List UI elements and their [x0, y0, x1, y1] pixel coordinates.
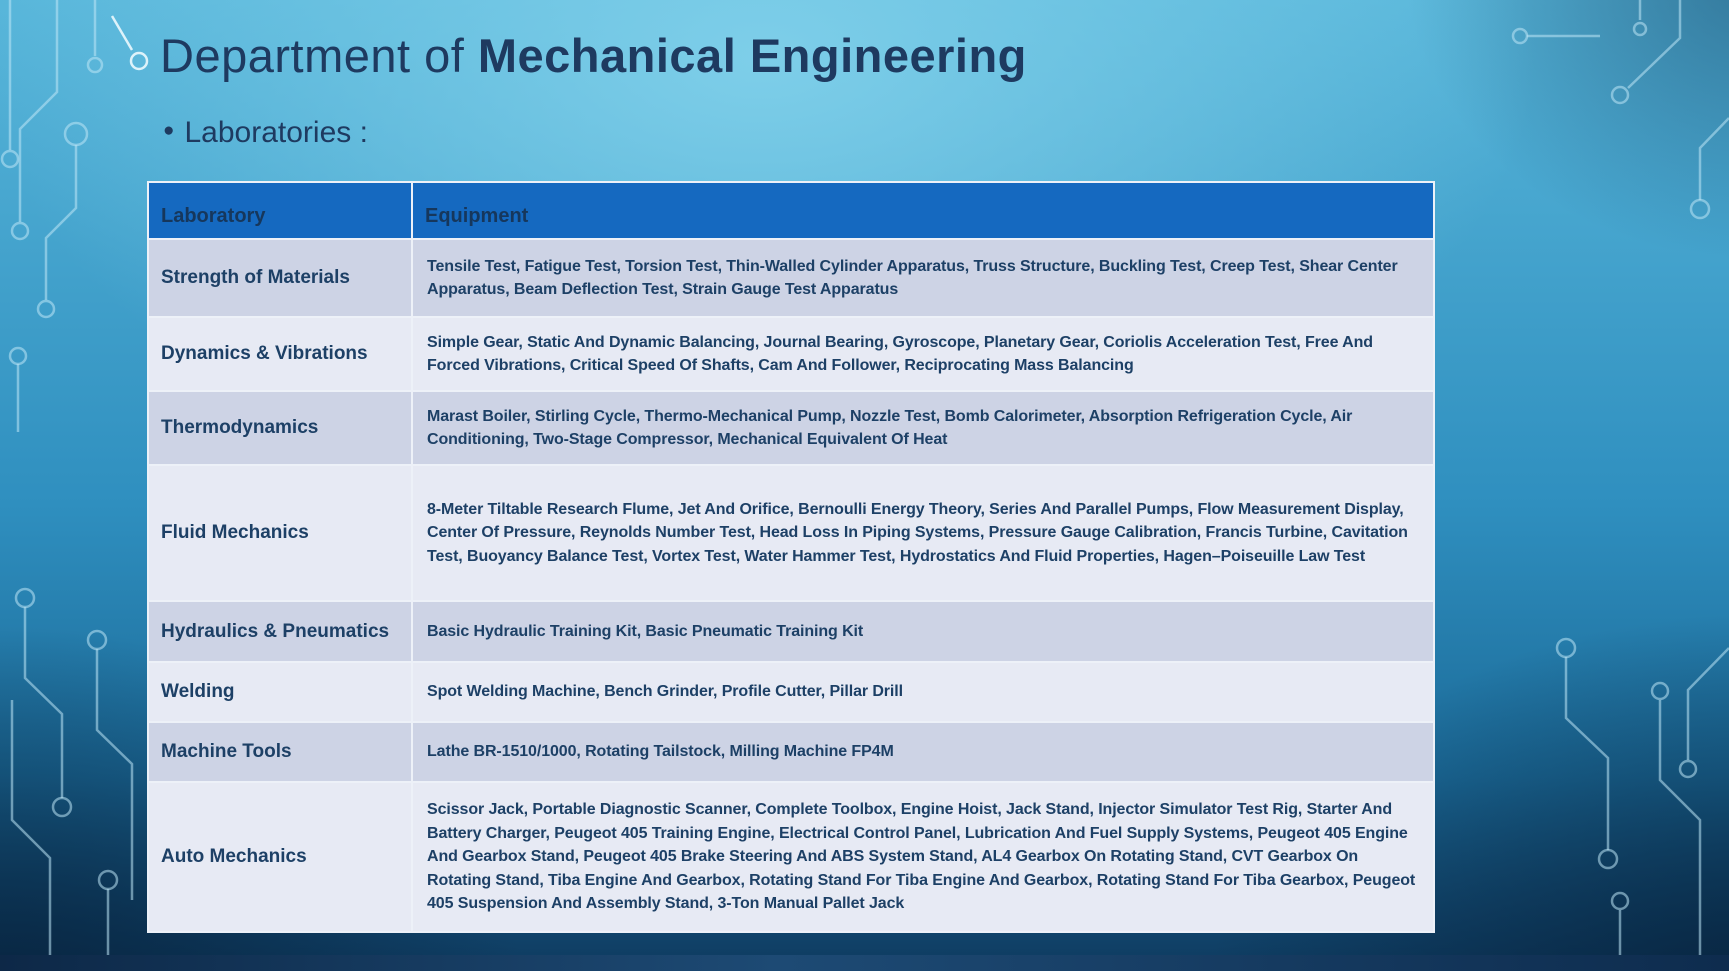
table-header-row: [148, 182, 1434, 239]
table-row: [148, 317, 1434, 391]
laboratories-table: [147, 181, 1435, 933]
laboratories-label: Laboratories :: [184, 116, 368, 149]
equipment-list-cell: Tensile Test, Fatigue Test, Torsion Test, Thin-Walled Cylinder Apparatus, Truss Structure, Buckling Test, Creep Test, Shear Center Apparatus, Beam Deflection Test, Strain Gauge Test Apparatus: [412, 239, 1434, 317]
title-regular-part: Department of: [160, 29, 478, 82]
laboratories-heading: [163, 116, 368, 150]
table-row: [148, 662, 1434, 722]
table-row: [148, 601, 1434, 662]
column-header-equipment: Equipment: [412, 182, 1434, 239]
title-bold-part: Mechanical Engineering: [477, 29, 1027, 82]
laboratory-name-cell: Dynamics & Vibrations: [148, 317, 412, 391]
page-title: [160, 28, 1027, 83]
table-row: [148, 782, 1434, 932]
laboratory-name-cell: Hydraulics & Pneumatics: [148, 601, 412, 662]
table-row: [148, 465, 1434, 601]
equipment-list-cell: Basic Hydraulic Training Kit, Basic Pneumatic Training Kit: [412, 601, 1434, 662]
equipment-list-cell: Spot Welding Machine, Bench Grinder, Profile Cutter, Pillar Drill: [412, 662, 1434, 722]
laboratory-name-cell: Machine Tools: [148, 722, 412, 782]
laboratory-name-cell: Thermodynamics: [148, 391, 412, 465]
equipment-list-cell: 8-Meter Tiltable Research Flume, Jet And Orifice, Bernoulli Energy Theory, Series And Parallel Pumps, Flow Measurement Display, Center Of Pressure, Reynolds Number Test, Head Loss In Piping Systems, Pressure Gauge Calibration, Francis Turbine, Cavitation Test, Buoyancy Balance Test, Vortex Test, Water Hammer Test, Hydrostatics And Fluid Properties, Hagen–Poiseuille Law Test: [412, 465, 1434, 601]
laboratory-name-cell: Welding: [148, 662, 412, 722]
equipment-list-cell: Scissor Jack, Portable Diagnostic Scanner, Complete Toolbox, Engine Hoist, Jack Stand, Injector Simulator Test Rig, Starter And Battery Charger, Peugeot 405 Training Engine, Electrical Control Panel, Lubrication And Fuel Supply Systems, Peugeot 405 Engine And Gearbox Stand, Peugeot 405 Brake Steering And ABS System Stand, AL4 Gearbox On Rotating Stand, CVT Gearbox On Rotating Stand, Tiba Engine And Gearbox, Rotating Stand For Tiba Engine And Gearbox, Rotating Stand For Tiba Gearbox, Peugeot 405 Suspension And Assembly Stand, 3-Ton Manual Pallet Jack: [412, 782, 1434, 932]
laboratory-name-cell: Fluid Mechanics: [148, 465, 412, 601]
laboratory-name-cell: Auto Mechanics: [148, 782, 412, 932]
bullet-icon: ●: [163, 120, 175, 141]
equipment-list-cell: Marast Boiler, Stirling Cycle, Thermo-Mechanical Pump, Nozzle Test, Bomb Calorimeter, Absorption Refrigeration Cycle, Air Conditioning, Two-Stage Compressor, Mechanical Equivalent Of Heat: [412, 391, 1434, 465]
table-row: [148, 391, 1434, 465]
table-row: [148, 239, 1434, 317]
slide-bottom-edge: [0, 955, 1729, 971]
equipment-list-cell: Simple Gear, Static And Dynamic Balancing, Journal Bearing, Gyroscope, Planetary Gear, Coriolis Acceleration Test, Free And Forced Vibrations, Critical Speed Of Shafts, Cam And Follower, Reciprocating Mass Balancing: [412, 317, 1434, 391]
column-header-laboratory: Laboratory: [148, 182, 412, 239]
laboratory-name-cell: Strength of Materials: [148, 239, 412, 317]
equipment-list-cell: Lathe BR-1510/1000, Rotating Tailstock, Milling Machine FP4M: [412, 722, 1434, 782]
table-row: [148, 722, 1434, 782]
